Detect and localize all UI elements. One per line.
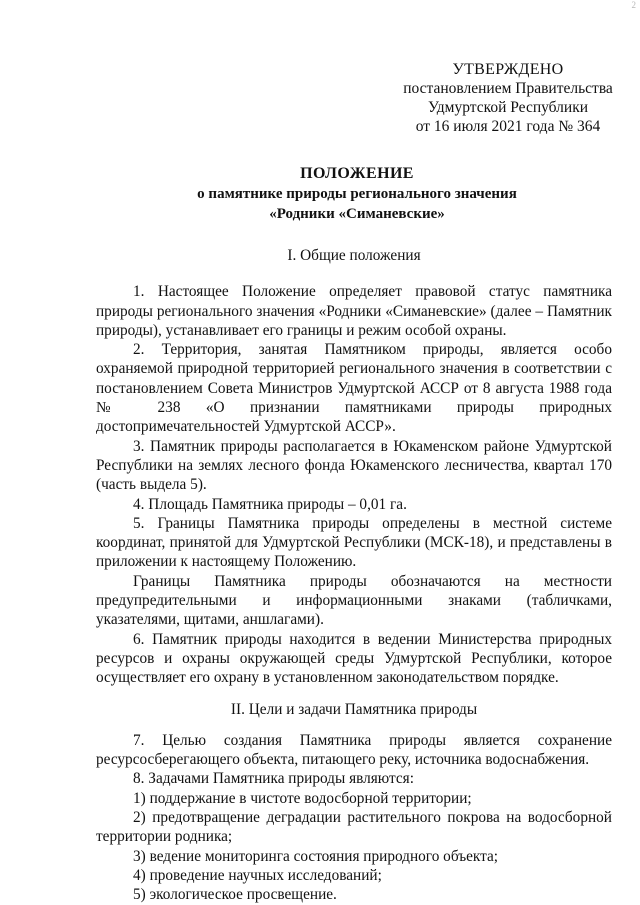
paragraph-8: 8. Задачами Памятника природы являются: (133, 770, 414, 788)
paragraph-5-boundaries: Границы Памятника природы обозначаются на местности предупредительными и информационными знаками (табличками, указателями, щитами, аншлагами). (96, 572, 612, 629)
paragraph-4: 4. Площадь Памятника природы – 0,01 га. (133, 495, 407, 513)
document-title-line-3: «Родники «Симаневские» (269, 206, 445, 222)
paragraph-5: 5. Границы Памятника природы определены в местной системе координат, принятой для Удмуртской Республики (МСК-18), и представлены в приложении к настоящему Положению. (96, 514, 612, 571)
document-title-line-2: о памятнике природы регионального значения (197, 186, 517, 202)
paragraph-3: 3. Памятник природы располагается в Юкаменском районе Удмуртской Республики на землях лесного фонда Юкаменского лесничества, квартал 170 (часть выдела 5). (96, 437, 612, 494)
list-item: 2) предотвращение деградации растительного покрова на водосборной территории родника; (96, 809, 612, 846)
paragraph-6: 6. Памятник природы находится в ведении Министерства природных ресурсов и охраны окружающей среды Удмуртской Республики, которое осуществляет его охрану в установленном законодательством порядке. (96, 630, 612, 687)
list-item: 3) ведение мониторинга состояния природного объекта; (133, 847, 499, 865)
document-title-main: ПОЛОЖЕНИЕ (300, 165, 414, 182)
page-number: 2 (631, 0, 636, 10)
document-body (96, 246, 612, 905)
paragraph-7: 7. Целью создания Памятника природы является сохранение ресурсосберегающего объекта, питающего реку, источника водоснабжения. (96, 731, 612, 769)
document-title (90, 164, 624, 224)
paragraph-1: 1. Настоящее Положение определяет правовой статус памятника природы регионального значения «Родники «Симаневские» (далее – Памятник природы), устанавливает его границы и режим особой охраны. (96, 283, 612, 339)
approval-stamp-block (396, 60, 620, 136)
section-heading-general: I. Общие положения (287, 247, 421, 264)
list-item: 1) поддержание в чистоте водосборной территории; (133, 789, 472, 807)
approval-title: УТВЕРЖДЕНО (452, 61, 564, 78)
section-heading-goals: II. Цели и задачи Памятника природы (230, 700, 478, 718)
list-item: 5) экологическое просвещение. (133, 886, 337, 904)
paragraph-2: 2. Территория, занятая Памятником природы, является особо охраняемой природной территорией регионального значения в соответствии с постановлением Совета Министров Удмуртской АССР от 8 августа 1988 года № 238 «О признании памятниками природы природных достопримечательностей Удмуртской АССР». (96, 341, 612, 436)
approval-line-3: от 16 июля 2021 года № 364 (415, 118, 601, 135)
approval-line-1: постановлением Правительства (403, 80, 613, 97)
approval-line-2: Удмуртской Республики (427, 99, 589, 116)
list-item: 4) проведение научных исследований; (133, 866, 382, 884)
